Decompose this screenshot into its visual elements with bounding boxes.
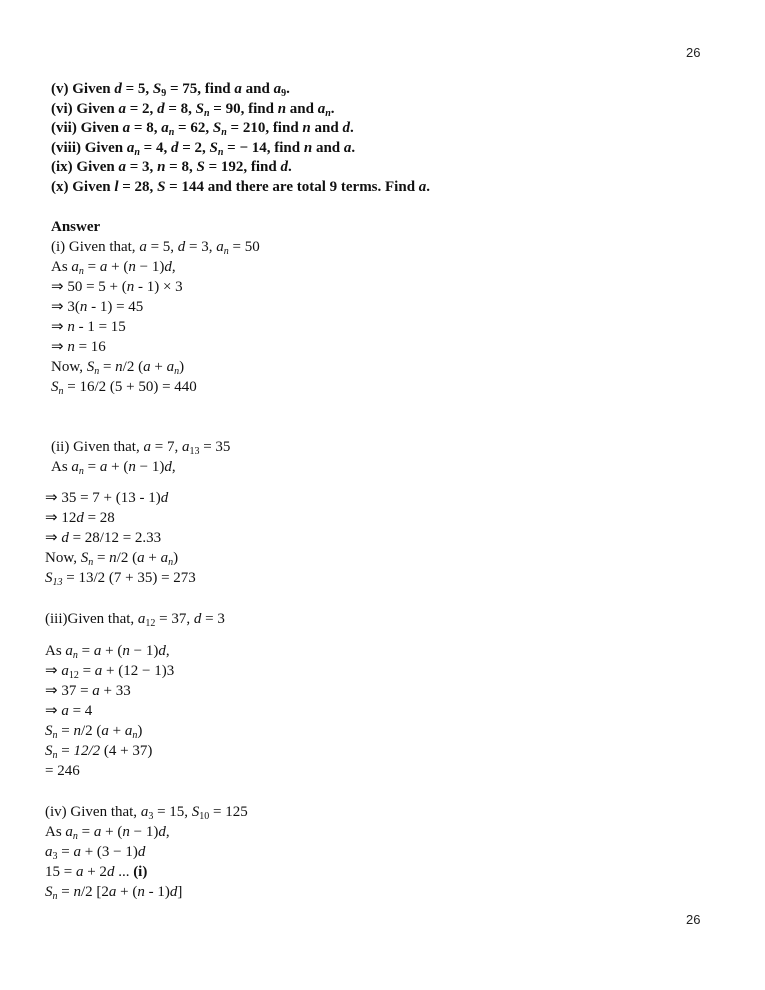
text-segment: - 1) bbox=[144, 884, 170, 900]
text-segment: − 1) bbox=[129, 824, 159, 840]
subscript: n bbox=[78, 266, 84, 277]
text-segment: (iii)Given that, bbox=[45, 611, 138, 627]
subscript: n bbox=[52, 750, 58, 761]
text-segment: + 33 bbox=[99, 683, 131, 699]
text-line bbox=[51, 178, 430, 196]
text-segment: (ix) Given bbox=[51, 159, 119, 175]
subscript: 13 bbox=[189, 446, 200, 457]
text-segment: = 4, bbox=[139, 140, 171, 156]
text-segment: = 16/2 (5 + 50) = 440 bbox=[63, 379, 197, 395]
subscript: n bbox=[52, 730, 58, 741]
text-segment: + (12 − 1)3 bbox=[102, 663, 175, 679]
subscript: 9 bbox=[281, 88, 287, 99]
text-segment: As bbox=[45, 824, 66, 840]
text-line bbox=[51, 100, 335, 118]
text-line bbox=[45, 803, 248, 821]
text-segment: ⇒ 3( bbox=[51, 299, 80, 315]
text-segment: n bbox=[67, 319, 75, 335]
text-segment: As bbox=[45, 643, 66, 659]
text-segment: = 5, bbox=[146, 239, 178, 255]
text-segment: d bbox=[342, 120, 350, 136]
text-line bbox=[45, 569, 196, 587]
text-segment: = 13/2 (7 + 35) = 273 bbox=[62, 570, 196, 586]
text-segment: = 90, find bbox=[209, 101, 278, 117]
text-segment: + (3 − 1) bbox=[80, 844, 138, 860]
text-segment: = 4 bbox=[68, 703, 93, 719]
text-segment: . bbox=[286, 81, 290, 97]
text-segment: n bbox=[109, 550, 117, 566]
subscript: 9 bbox=[161, 88, 167, 99]
text-segment: = bbox=[57, 844, 74, 860]
text-segment: n bbox=[126, 279, 135, 295]
text-line bbox=[45, 549, 178, 567]
text-segment: = bbox=[93, 550, 110, 566]
subscript: 3 bbox=[148, 811, 154, 822]
text-segment: a bbox=[73, 844, 81, 860]
text-segment: As bbox=[51, 459, 72, 475]
text-line bbox=[45, 843, 145, 861]
text-segment: = bbox=[57, 723, 74, 739]
text-segment: ... bbox=[114, 864, 134, 880]
text-segment: n bbox=[122, 824, 130, 840]
text-segment: /2 [2 bbox=[80, 884, 109, 900]
text-segment: = 75, find bbox=[166, 81, 235, 97]
text-segment: S bbox=[157, 179, 166, 195]
text-line bbox=[45, 509, 115, 527]
subscript: n bbox=[203, 108, 210, 119]
text-segment: a bbox=[139, 239, 147, 255]
subscript: n bbox=[168, 127, 175, 138]
text-line bbox=[45, 823, 170, 841]
text-segment: d bbox=[114, 81, 122, 97]
text-line bbox=[51, 318, 126, 336]
text-line bbox=[45, 762, 80, 780]
text-segment: n bbox=[73, 884, 81, 900]
text-segment: n bbox=[79, 299, 88, 315]
text-segment: ⇒ bbox=[45, 530, 62, 546]
text-segment: = 2, bbox=[178, 140, 210, 156]
text-segment: = 144 and there are total 9 terms. Find bbox=[165, 179, 419, 195]
text-segment: + ( bbox=[101, 824, 123, 840]
text-segment: = 28, bbox=[118, 179, 158, 195]
text-segment: S bbox=[191, 804, 200, 820]
text-segment: d bbox=[106, 864, 115, 880]
text-line bbox=[51, 378, 197, 396]
text-segment: + ( bbox=[116, 884, 138, 900]
text-segment: + bbox=[108, 723, 125, 739]
text-segment: d bbox=[164, 259, 172, 275]
text-segment: (iv) Given that, bbox=[45, 804, 141, 820]
text-segment: - 1) × 3 bbox=[134, 279, 183, 295]
subscript: n bbox=[221, 127, 227, 138]
text-segment: a bbox=[93, 643, 102, 659]
text-segment: S bbox=[45, 743, 53, 759]
text-segment: = bbox=[83, 259, 100, 275]
text-segment: d bbox=[137, 844, 146, 860]
text-segment: a bbox=[126, 140, 135, 156]
text-line bbox=[45, 610, 225, 628]
subscript: n bbox=[88, 557, 94, 568]
text-line bbox=[51, 119, 354, 137]
text-segment: S bbox=[45, 723, 53, 739]
text-segment: a bbox=[161, 120, 169, 136]
text-segment: (4 + 37) bbox=[100, 743, 153, 759]
text-segment: , bbox=[171, 259, 176, 275]
text-segment: d bbox=[160, 490, 169, 506]
text-segment: ] bbox=[177, 884, 183, 900]
text-segment: a bbox=[273, 81, 282, 97]
text-segment: d bbox=[177, 239, 186, 255]
text-segment: = 5, bbox=[121, 81, 153, 97]
text-segment: a bbox=[61, 663, 69, 679]
subscript: n bbox=[174, 366, 180, 377]
text-segment: = 28 bbox=[83, 510, 115, 526]
text-segment: ⇒ bbox=[45, 663, 62, 679]
text-segment: d bbox=[170, 140, 179, 156]
text-segment: = 62, bbox=[174, 120, 213, 136]
text-segment: ) bbox=[173, 550, 179, 566]
text-segment: ⇒ bbox=[45, 703, 62, 719]
subscript: 10 bbox=[199, 811, 210, 822]
text-segment: a bbox=[99, 259, 108, 275]
text-segment: ⇒ 37 = bbox=[45, 683, 93, 699]
text-segment: = bbox=[83, 459, 100, 475]
text-segment: = 28/12 = 2.33 bbox=[68, 530, 162, 546]
text-segment: a bbox=[61, 703, 69, 719]
text-segment: a bbox=[118, 101, 126, 117]
subscript: n bbox=[58, 386, 64, 397]
text-segment: (viii) Given bbox=[51, 140, 127, 156]
text-segment: - 1 = 15 bbox=[74, 319, 126, 335]
text-line bbox=[45, 863, 147, 881]
text-segment: + ( bbox=[107, 459, 129, 475]
text-segment: = 3 bbox=[201, 611, 225, 627]
text-segment: n bbox=[122, 643, 130, 659]
text-segment: + ( bbox=[101, 643, 123, 659]
text-segment: + 2 bbox=[83, 864, 107, 880]
text-segment: , bbox=[165, 643, 170, 659]
text-segment: . bbox=[349, 120, 354, 136]
text-segment: = bbox=[57, 743, 74, 759]
text-segment: and bbox=[312, 140, 344, 156]
subscript: 12 bbox=[145, 618, 156, 629]
text-segment: d bbox=[164, 459, 172, 475]
text-segment: ) bbox=[179, 359, 185, 375]
text-segment: a bbox=[137, 550, 145, 566]
text-line bbox=[45, 742, 152, 760]
subscript: n bbox=[78, 466, 84, 477]
text-segment: a bbox=[137, 611, 146, 627]
text-segment: S bbox=[212, 120, 222, 136]
subscript: n bbox=[72, 831, 78, 842]
text-segment: /2 ( bbox=[122, 359, 144, 375]
text-segment: S bbox=[195, 101, 204, 117]
text-segment: = 8, bbox=[165, 159, 197, 175]
text-line bbox=[51, 158, 292, 176]
subscript: n bbox=[94, 366, 100, 377]
text-segment: ) bbox=[137, 723, 143, 739]
text-segment: S bbox=[80, 550, 89, 566]
subscript: 13 bbox=[52, 577, 63, 588]
text-segment: = bbox=[77, 824, 94, 840]
text-segment: n bbox=[277, 101, 287, 117]
text-segment: S bbox=[45, 884, 53, 900]
text-segment: = bbox=[77, 643, 94, 659]
text-segment: + bbox=[144, 550, 161, 566]
text-segment: a bbox=[216, 239, 224, 255]
text-segment: d bbox=[61, 530, 69, 546]
text-segment: ⇒ 35 = 7 + (13 - 1) bbox=[45, 490, 161, 506]
text-line bbox=[45, 702, 92, 720]
text-segment: = 8, bbox=[130, 120, 162, 136]
text-segment: = 50 bbox=[228, 239, 260, 255]
text-segment: = bbox=[78, 663, 95, 679]
text-segment: (i) bbox=[133, 864, 148, 880]
text-segment: S bbox=[152, 81, 162, 97]
text-segment: = 246 bbox=[45, 763, 80, 779]
text-line bbox=[51, 358, 184, 376]
text-segment: n bbox=[137, 884, 145, 900]
text-segment: a bbox=[166, 359, 175, 375]
text-segment: = − 14, find bbox=[223, 140, 304, 156]
text-segment: = 2, bbox=[126, 101, 158, 117]
text-segment: a bbox=[418, 179, 427, 195]
text-line bbox=[45, 642, 170, 660]
text-segment: d bbox=[158, 824, 166, 840]
text-segment: a bbox=[122, 120, 131, 136]
text-segment: ⇒ bbox=[51, 339, 68, 355]
text-line bbox=[45, 722, 142, 740]
text-line bbox=[51, 238, 260, 256]
text-segment: d bbox=[76, 510, 84, 526]
text-segment: and bbox=[286, 101, 318, 117]
text-segment: = bbox=[99, 359, 116, 375]
text-segment: + ( bbox=[107, 259, 129, 275]
text-segment: − 1) bbox=[129, 643, 159, 659]
text-segment: a bbox=[118, 159, 126, 175]
text-line bbox=[45, 529, 161, 547]
text-segment: Now, bbox=[45, 550, 81, 566]
text-segment: n bbox=[157, 159, 166, 175]
text-segment: a bbox=[143, 359, 151, 375]
text-line bbox=[51, 258, 176, 276]
subscript: n bbox=[325, 108, 331, 119]
text-segment: + bbox=[150, 359, 167, 375]
text-segment: a bbox=[234, 81, 242, 97]
text-segment: d bbox=[169, 884, 178, 900]
footer-page-number: 26 bbox=[686, 912, 701, 927]
text-segment: = 15, bbox=[153, 804, 192, 820]
text-segment: n bbox=[67, 339, 75, 355]
subscript: n bbox=[132, 730, 138, 741]
text-segment: (x) Given bbox=[51, 179, 115, 195]
text-segment: = 192, find bbox=[204, 159, 281, 175]
text-segment: 12/2 bbox=[73, 743, 101, 759]
text-line bbox=[51, 139, 355, 157]
text-segment: = 3, bbox=[126, 159, 158, 175]
header-page-number: 26 bbox=[686, 45, 701, 60]
text-segment: a bbox=[71, 259, 79, 275]
text-segment: ⇒ 50 = 5 + ( bbox=[51, 279, 127, 295]
subscript: n bbox=[223, 246, 229, 257]
text-segment: . bbox=[351, 140, 356, 156]
text-line bbox=[51, 218, 100, 236]
text-segment: a bbox=[71, 459, 79, 475]
text-segment: = 16 bbox=[74, 339, 106, 355]
text-line bbox=[51, 438, 230, 456]
text-segment: n bbox=[302, 120, 311, 136]
text-segment: n bbox=[73, 723, 81, 739]
text-segment: = 37, bbox=[155, 611, 194, 627]
text-segment: d bbox=[193, 611, 202, 627]
text-segment: S bbox=[86, 359, 95, 375]
text-segment: n bbox=[303, 140, 313, 156]
text-segment: = 7, bbox=[150, 439, 182, 455]
text-segment: − 1) bbox=[135, 259, 165, 275]
subscript: n bbox=[134, 147, 140, 158]
text-line bbox=[45, 662, 174, 680]
text-segment: a bbox=[99, 459, 108, 475]
text-segment: Answer bbox=[51, 219, 101, 235]
text-line bbox=[51, 458, 176, 476]
text-segment: 15 = bbox=[45, 864, 76, 880]
text-segment: n bbox=[115, 359, 123, 375]
text-segment: d bbox=[158, 643, 166, 659]
text-segment: (v) Given bbox=[51, 81, 115, 97]
subscript: n bbox=[72, 650, 78, 661]
subscript: 12 bbox=[68, 670, 79, 681]
text-segment: a bbox=[343, 140, 352, 156]
text-segment: As bbox=[51, 259, 72, 275]
text-line bbox=[51, 298, 143, 316]
text-segment: − 1) bbox=[135, 459, 165, 475]
text-line bbox=[45, 489, 168, 507]
text-segment: = bbox=[57, 884, 74, 900]
text-segment: (vii) Given bbox=[51, 120, 123, 136]
text-segment: a bbox=[143, 439, 151, 455]
text-segment: a bbox=[108, 884, 117, 900]
text-segment: Now, bbox=[51, 359, 87, 375]
text-segment: S bbox=[51, 379, 59, 395]
text-segment: (i) Given that, bbox=[51, 239, 140, 255]
text-segment: (ii) Given that, bbox=[51, 439, 144, 455]
subscript: 3 bbox=[52, 851, 58, 862]
text-segment: , bbox=[171, 459, 176, 475]
text-segment: a bbox=[124, 723, 133, 739]
text-segment: ⇒ bbox=[51, 319, 68, 335]
text-segment: = 210, find bbox=[226, 120, 303, 136]
text-segment: n bbox=[128, 259, 136, 275]
text-segment: a bbox=[160, 550, 169, 566]
text-segment: , bbox=[165, 824, 170, 840]
text-segment: and bbox=[310, 120, 343, 136]
text-segment: d bbox=[280, 159, 288, 175]
text-segment: - 1) = 45 bbox=[87, 299, 144, 315]
text-segment: = 3, bbox=[185, 239, 217, 255]
text-line bbox=[51, 338, 106, 356]
text-segment: S bbox=[196, 159, 205, 175]
text-line bbox=[45, 682, 131, 700]
text-segment: a bbox=[101, 723, 109, 739]
text-segment: a bbox=[317, 101, 326, 117]
text-segment: a bbox=[65, 824, 73, 840]
text-segment: a bbox=[65, 643, 73, 659]
text-segment: = 35 bbox=[199, 439, 231, 455]
text-segment: = 125 bbox=[209, 804, 248, 820]
text-line bbox=[51, 278, 183, 296]
text-segment: (vi) Given bbox=[51, 101, 119, 117]
text-segment: a bbox=[94, 663, 103, 679]
text-segment: d bbox=[157, 101, 165, 117]
text-segment: a bbox=[45, 844, 53, 860]
text-line bbox=[45, 883, 182, 901]
subscript: n bbox=[217, 147, 224, 158]
text-segment: n bbox=[128, 459, 136, 475]
text-segment: . bbox=[330, 101, 335, 117]
text-segment: S bbox=[45, 570, 53, 586]
text-segment: a bbox=[140, 804, 149, 820]
text-segment: a bbox=[93, 824, 102, 840]
text-segment: a bbox=[92, 683, 100, 699]
text-segment: l bbox=[114, 179, 119, 195]
text-segment: S bbox=[209, 140, 218, 156]
text-segment: = 8, bbox=[164, 101, 196, 117]
text-segment: /2 ( bbox=[116, 550, 138, 566]
subscript: n bbox=[52, 891, 58, 902]
text-segment: . bbox=[287, 159, 292, 175]
text-segment: and bbox=[241, 81, 274, 97]
text-segment: a bbox=[75, 864, 84, 880]
text-segment: a bbox=[181, 439, 190, 455]
text-segment: . bbox=[426, 179, 431, 195]
subscript: n bbox=[168, 557, 174, 568]
text-segment: ⇒ 12 bbox=[45, 510, 77, 526]
text-line bbox=[51, 80, 290, 98]
text-segment: /2 ( bbox=[80, 723, 102, 739]
